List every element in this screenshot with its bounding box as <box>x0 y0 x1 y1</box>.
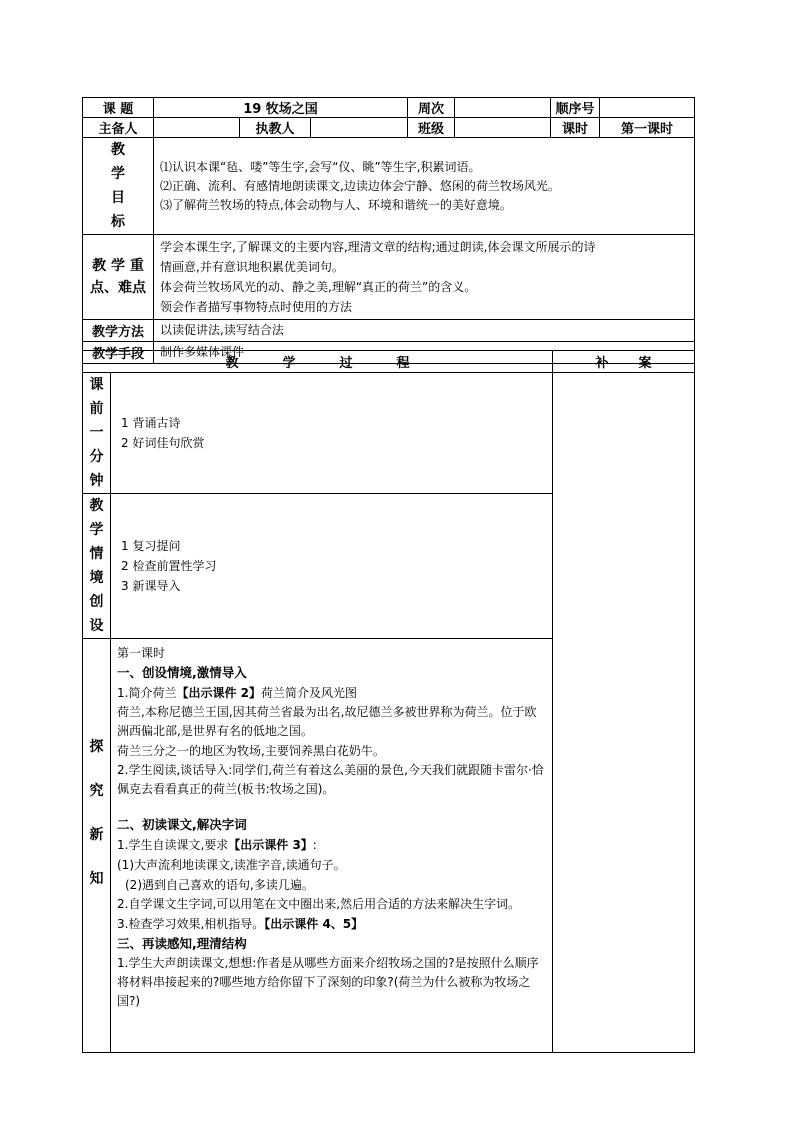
key-point-line: 领会作者描写事物特点时使用的方法 <box>160 300 353 314</box>
paragraph: (2)遇到自己喜欢的语句,多读几遍。 <box>125 878 314 892</box>
row-preparer <box>83 118 695 138</box>
row-objectives <box>83 138 695 235</box>
row-topic <box>83 98 695 118</box>
teacher-value <box>311 118 408 138</box>
list-item: 2 检查前置性学习 <box>121 559 217 573</box>
class-label: 班级 <box>408 118 455 138</box>
paragraph: 1.简介荷兰【出示课件 2】荷兰简介及风光图 <box>117 686 357 700</box>
period-label: 课时 <box>551 118 600 138</box>
paragraph: 荷兰,本称尼德兰王国,因其荷兰省最为出名,故尼德兰多被世界称为荷兰。位于欧洲西偏北部,是世界有名的低地之国。 <box>117 705 537 738</box>
objectives-content <box>154 138 695 235</box>
lesson-info-table <box>82 97 695 364</box>
paragraph: 3.检查学习效果,相机指导。【出示课件 4、5】 <box>117 917 364 931</box>
order-label: 顺序号 <box>551 98 600 118</box>
key-point-line: 体会荷兰牧场风光的动、静之美,理解“真正的荷兰”的含义。 <box>160 280 477 294</box>
list-item: 1 背诵古诗 <box>121 416 181 430</box>
preparer-value <box>154 118 240 138</box>
paragraph: 荷兰三分之一的地区为牧场,主要饲养黑白花奶牛。 <box>117 744 385 758</box>
paragraph: 2.学生阅读,谈话导入:同学们,荷兰有着这么美丽的景色,今天我们就跟随卡雷尔·恰佩克去看看真正的荷兰(板书:牧场之国)。 <box>117 763 544 796</box>
means-label: 教学手段 <box>83 342 154 364</box>
period-value: 第一课时 <box>600 118 695 138</box>
objective-item: ⑶了解荷兰牧场的特点,体会动物与人、环境和谐统一的美好意境。 <box>160 197 512 212</box>
paragraph: 2.自学课文生字词,可以用笔在文中圈出来,然后用合适的方法来解决生字词。 <box>117 897 521 911</box>
pre-class-content <box>111 373 553 494</box>
supplement-cell <box>553 373 695 1053</box>
means-value: 制作多媒体课件 <box>154 342 695 364</box>
row-method <box>83 320 695 342</box>
order-value <box>600 98 695 118</box>
topic-label: 课 题 <box>83 98 154 118</box>
method-value: 以读促讲法,读写结合法 <box>154 320 695 342</box>
list-item: 3 新课导入 <box>121 579 181 593</box>
row-key-points <box>83 235 695 320</box>
objective-item: ⑴认识本课“毡、喽”等生字,会写“仪、眺”等生字,积累词语。 <box>160 159 481 174</box>
section-title: 二、初读课文,解决字词 <box>117 817 247 832</box>
teacher-label: 执教人 <box>240 118 311 138</box>
list-item: 1 复习提问 <box>121 539 181 553</box>
process-table <box>82 350 695 1053</box>
key-points-content <box>154 235 695 320</box>
supplement-header: 补案 <box>553 351 695 373</box>
explore-content <box>111 639 553 1053</box>
week-value <box>455 98 551 118</box>
paragraph: 1.学生自读课文,要求【出示课件 3】: <box>117 838 317 852</box>
paragraph: 1.学生大声朗读课文,想想:作者是从哪些方面来介绍牧场之国的?是按照什么顺序将材料串接起来的?哪些地方给你留下了深刻的印象?(荷兰为什么被称为牧场之国?) <box>117 956 539 1008</box>
explore-label: 探 究 新 知 <box>83 639 111 1053</box>
section-title: 一、创设情境,激情导入 <box>117 665 247 680</box>
row-pre-class <box>83 373 695 494</box>
pre-class-label: 课 前 一 分 钟 <box>83 373 111 494</box>
paragraph: (1)大声流利地读课文,读准字音,读通句子。 <box>117 858 346 872</box>
section-title: 三、再读感知,理清结构 <box>117 936 247 951</box>
key-point-line: 学会本课生字,了解课文的主要内容,理清文章的结构;通过朗读,体会课文所展示的诗 <box>160 240 596 254</box>
situation-label: 教 学 情 境 创 设 <box>83 494 111 639</box>
method-label: 教学方法 <box>83 320 154 342</box>
week-label: 周次 <box>408 98 455 118</box>
preparer-label: 主备人 <box>83 118 154 138</box>
objectives-label: 教 学 目 标 <box>83 138 154 235</box>
key-points-label: 教 学 重 点、难点 <box>83 235 154 320</box>
period-line: 第一课时 <box>117 646 166 660</box>
row-process-header <box>83 351 695 373</box>
key-point-line: 情画意,并有意识地积累优美词句。 <box>160 260 344 274</box>
objective-item: ⑵正确、流利、有感情地朗读课文,边读边体会宁静、悠闲的荷兰牧场风光。 <box>160 178 560 193</box>
process-header: 教学过程 <box>83 351 553 373</box>
class-value <box>455 118 551 138</box>
list-item: 2 好词佳句欣赏 <box>121 436 205 450</box>
situation-content <box>111 494 553 639</box>
topic-value: 19 牧场之国 <box>154 98 408 118</box>
